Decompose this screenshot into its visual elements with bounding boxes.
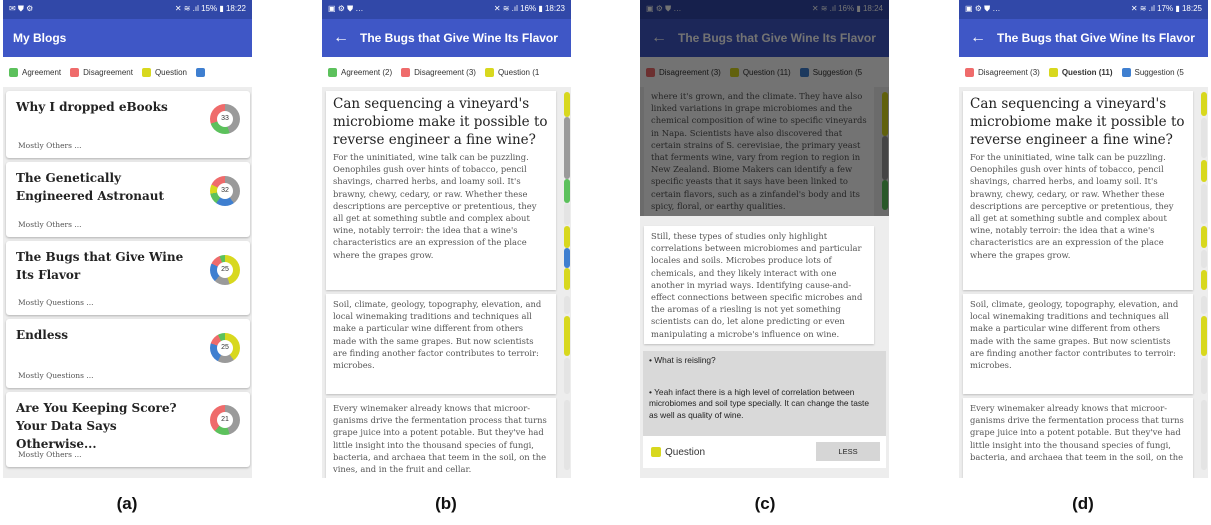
- status-icons-right: ✕ ≋ .ıl 15% ▮ 18:22: [174, 4, 246, 13]
- paragraph-text: Every winemaker already knows that microor- ganisms drive the fermentation process that turns grape juice into a potent potable. But they've had little insight into the thousand species of fungi, bacteria, and archaea that teem in the soil, on the: [970, 403, 1184, 462]
- status-bar: [322, 0, 571, 19]
- page-title: My Blogs: [13, 31, 67, 45]
- disagreement-swatch: [70, 68, 79, 77]
- comment-donut-chart: [210, 176, 240, 206]
- status-bar: [3, 0, 252, 19]
- legend-bar: [322, 57, 571, 87]
- comment-indicator-bar[interactable]: [564, 316, 570, 356]
- comment-indicator-bar[interactable]: [564, 248, 570, 268]
- screen-d-article-filtered: [959, 0, 1208, 478]
- paragraph-text: Still, these types of studies only highlight correlations between microbiomes and particular locales and soils. Microbes produce lots of chemicals, and they likely interact with one another in myriad ways. Identifying cause-and-effect connections between specific microbes and the aromas of a riesling is not yet something scientists can do, let alone predicting or even manipulating a microbe's influence on wine.: [651, 231, 863, 339]
- legend-label: Disagreement (3): [414, 67, 476, 77]
- status-icons-right: ✕ ≋ .ıl 16% ▮ 18:23: [493, 4, 565, 13]
- comment-donut-chart: [210, 104, 240, 134]
- status-bar: [959, 0, 1208, 19]
- question-swatch: [1049, 68, 1058, 77]
- comment-count: 21: [217, 412, 233, 428]
- comment-indicator-bar: [564, 400, 570, 470]
- screen-b-article: [322, 0, 571, 478]
- blog-title: Are You Keeping Score? Your Data Says Otherwise...: [16, 401, 177, 451]
- paragraph-card[interactable]: [963, 398, 1193, 478]
- legend-suggestion[interactable]: [1122, 68, 1184, 77]
- paragraph-text: Every winemaker already knows that microor- ganisms drive the fermentation process that turns grape juice into a potent potable. But they've had little insight into the thousand species of fungi, bacteria, and archaea that teem in the soil, on the vines, and in the fruit and cellar.: [333, 403, 547, 475]
- comment-popup: [643, 351, 886, 436]
- paragraph-text: Soil, climate, geology, topography, elevation, and local winemaking traditions and techniques all make a particular wine different from others made with the same grapes. But now scientists are finding another factor contributes to terroir: microbes.: [970, 299, 1179, 371]
- legend-question-selected[interactable]: [1049, 68, 1113, 77]
- legend-bar: [959, 57, 1208, 87]
- comment-item: • What is reisling?: [649, 355, 716, 365]
- page-title: The Bugs that Give Wine Its Flavor: [360, 31, 558, 45]
- comment-indicator-bar[interactable]: [1201, 226, 1207, 248]
- agreement-swatch: [328, 68, 337, 77]
- paragraph-card[interactable]: [963, 91, 1193, 290]
- legend-label: Agreement (2): [341, 67, 393, 77]
- blog-title: The Genetically Engineered Astronaut: [16, 171, 165, 203]
- question-swatch: [142, 68, 151, 77]
- comment-indicator-bar[interactable]: [564, 226, 570, 248]
- blog-title: Endless: [16, 328, 68, 342]
- comment-indicator-bar[interactable]: [1201, 270, 1207, 290]
- disagreement-swatch: [401, 68, 410, 77]
- legend-label: Question (11): [1061, 67, 1113, 77]
- category-label: Question: [665, 446, 706, 458]
- back-arrow-icon[interactable]: ←: [333, 29, 349, 46]
- less-button[interactable]: LESS: [816, 442, 880, 461]
- blog-card[interactable]: [6, 319, 250, 388]
- comment-indicator-bar: [564, 358, 570, 394]
- blog-subtitle: Mostly Questions ...: [18, 298, 94, 307]
- disagreement-swatch: [965, 68, 974, 77]
- comment-indicator-bar: [1201, 400, 1207, 470]
- comment-indicator-bar: [1201, 296, 1207, 314]
- legend-agreement[interactable]: [9, 68, 61, 77]
- comment-indicator-bar[interactable]: [564, 92, 570, 117]
- caption-c: (c): [754, 494, 776, 513]
- comment-indicator-bar[interactable]: [1201, 160, 1207, 182]
- legend-disagreement[interactable]: [401, 68, 476, 77]
- status-icons-right: ✕ ≋ .ıl 17% ▮ 18:25: [1130, 4, 1202, 13]
- paragraph-card[interactable]: [326, 294, 556, 394]
- comment-donut-chart: [210, 255, 240, 285]
- screen-c-comment-view: [640, 0, 889, 478]
- app-bar: [322, 19, 571, 57]
- comment-indicator-bar: [1201, 358, 1207, 394]
- caption-d: (d): [1072, 494, 1094, 513]
- comment-indicator-bar: [564, 203, 570, 225]
- blog-subtitle: Mostly Others ...: [18, 141, 82, 150]
- paragraph-text: For the uninitiated, wine talk can be puzzling. Oenophiles gush over hints of tobacco, pencil shavings, charred herbs, and loamy soil. It's brawny, chewy, cedary, or raw. Whether these descriptions are perceptive or pretentious, they all get at something subtle and complex about wine, notably terroir: the idea that a wine's characteristics are an expression of the place where the grapes grow.: [970, 152, 1174, 260]
- legend-label: Question: [154, 67, 187, 77]
- comment-footer: [643, 436, 886, 468]
- paragraph-card[interactable]: [963, 294, 1193, 394]
- legend-question[interactable]: [485, 68, 539, 77]
- blog-title: Why I dropped eBooks: [16, 100, 168, 114]
- comment-indicator-bar[interactable]: [1201, 92, 1207, 116]
- question-swatch: [651, 447, 661, 457]
- focused-paragraph-card: [644, 226, 874, 344]
- legend-label: Question (1: [497, 67, 540, 77]
- comment-indicator-bar[interactable]: [564, 179, 570, 203]
- legend-disagreement[interactable]: [70, 68, 133, 77]
- page-title: The Bugs that Give Wine Its Flavor: [997, 31, 1195, 45]
- caption-a: (a): [116, 494, 138, 513]
- legend-label: Disagreement (3): [978, 67, 1040, 77]
- comment-item: • Yeah infact there is a high level of correlation between microbiomes and soil type specially. It can change the taste as well as quality of wine.: [649, 386, 870, 420]
- legend-label: Disagreement: [83, 67, 133, 77]
- legend-bar: [3, 57, 252, 87]
- comment-count: 32: [217, 183, 233, 199]
- comment-donut-chart: [210, 405, 240, 435]
- blog-card[interactable]: [6, 241, 250, 315]
- suggestion-swatch: [1122, 68, 1131, 77]
- comment-donut-chart: [210, 333, 240, 363]
- question-swatch: [485, 68, 494, 77]
- app-bar: [3, 19, 252, 57]
- legend-agreement[interactable]: [328, 68, 392, 77]
- comment-indicator-bar[interactable]: [1201, 316, 1207, 356]
- comment-count: 33: [217, 111, 233, 127]
- paragraph-card[interactable]: [326, 398, 556, 478]
- comment-indicator-bar[interactable]: [564, 117, 570, 179]
- status-icons-left: ✉ ⛊ ⚙: [9, 4, 34, 13]
- comment-count: 25: [217, 340, 233, 356]
- blog-title: The Bugs that Give Wine Its Flavor: [16, 250, 184, 282]
- suggestion-swatch: [196, 68, 205, 77]
- legend-disagreement[interactable]: [965, 68, 1040, 77]
- legend-label: Agreement: [22, 67, 62, 77]
- blog-subtitle: Mostly Others ...: [18, 220, 82, 229]
- article-heading: Can sequencing a vineyard's microbiome make it possible to reverse engineer a fine wine?: [970, 96, 1185, 148]
- blog-card[interactable]: [6, 162, 250, 237]
- caption-b: (b): [435, 494, 457, 513]
- blog-card[interactable]: [6, 91, 250, 158]
- status-icons-left: ▣ ⚙ ⛊ …: [965, 4, 1001, 13]
- article-heading: Can sequencing a vineyard's microbiome make it possible to reverse engineer a fine wine?: [333, 96, 548, 148]
- paragraph-text: Soil, climate, geology, topography, elevation, and local winemaking traditions and techniques all make a particular wine different from others made with the same grapes. But now scientists are finding another factor contributes to terroir: microbes.: [333, 299, 542, 371]
- paragraph-text: For the uninitiated, wine talk can be puzzling. Oenophiles gush over hints of tobacco, pencil shavings, charred herbs, and loamy soil. It's brawny, chewy, cedary, or raw. Whether these descriptions are perceptive or pretentious, they all get at something subtle and complex about wine, notably terroir: the idea that a wine's characteristics are an expression of the place where the grapes grow.: [333, 152, 537, 260]
- blog-subtitle: Mostly Others ...: [18, 450, 82, 459]
- back-arrow-icon[interactable]: ←: [970, 29, 986, 46]
- paragraph-card[interactable]: [326, 91, 556, 290]
- comment-indicator-bar: [1201, 250, 1207, 268]
- blog-subtitle: Mostly Questions ...: [18, 371, 94, 380]
- legend-label: Suggestion (5: [1134, 67, 1184, 77]
- dim-overlay[interactable]: [640, 0, 889, 216]
- screen-a-blog-list: [3, 0, 252, 478]
- comment-indicator-bar[interactable]: [564, 268, 570, 290]
- comment-indicator-bar: [1201, 184, 1207, 224]
- agreement-swatch: [9, 68, 18, 77]
- legend-question[interactable]: [142, 68, 187, 77]
- comment-indicator-bar: [1201, 118, 1207, 158]
- app-bar: [959, 19, 1208, 57]
- comment-count: 25: [217, 262, 233, 278]
- legend-suggestion[interactable]: [196, 68, 209, 77]
- blog-card[interactable]: [6, 392, 250, 467]
- status-icons-left: ▣ ⚙ ⛊ …: [328, 4, 364, 13]
- comment-indicator-bar: [564, 296, 570, 314]
